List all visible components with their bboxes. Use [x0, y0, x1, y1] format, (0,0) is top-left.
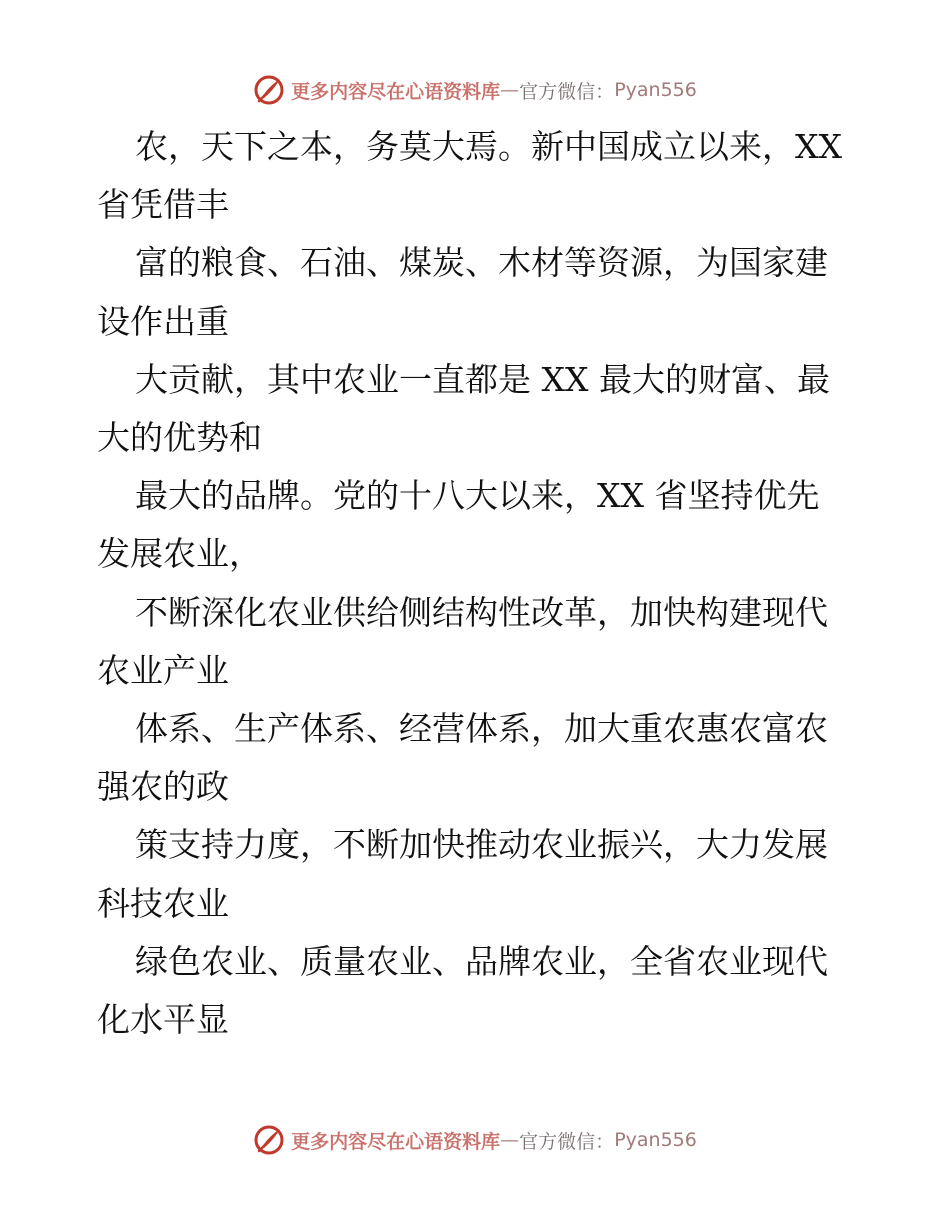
feather-seal-icon	[253, 74, 285, 106]
body-text	[97, 118, 857, 1049]
text-line: 富的粮食、石油、煤炭、木材等资源，为国家建	[135, 243, 828, 283]
banner-dash: —	[500, 1129, 520, 1151]
text-line: 发展农业，	[97, 534, 262, 574]
text-line: 最大的品牌。党的十八大以来，XX 省坚持优先	[135, 476, 820, 516]
banner-wechat-id: Pyan556	[614, 1129, 697, 1151]
banner-official-label: 官方微信：	[519, 80, 615, 103]
text-line: 大的优势和	[97, 418, 262, 458]
text-line: 不断深化农业供给侧结构性改革，加快构建现代	[135, 592, 828, 632]
text-line: 绿色农业、质量农业、品牌农业，全省农业现代	[135, 941, 828, 981]
banner-wechat-id: Pyan556	[614, 79, 697, 101]
text-line: 化水平显	[97, 1000, 229, 1040]
text-line: 科技农业	[97, 883, 229, 923]
text-line: 强农的政	[97, 767, 229, 807]
text-line: 省凭借丰	[97, 185, 229, 225]
text-line: 设作出重	[97, 301, 229, 341]
banner-dash: —	[500, 79, 520, 101]
text-line: 策支持力度，不断加快推动农业振兴，大力发展	[135, 825, 828, 865]
feather-seal-icon	[253, 1124, 285, 1156]
banner-library-text: 更多内容尽在心语资料库	[291, 80, 501, 103]
text-line: 体系、生产体系、经营体系，加大重农惠农富农	[135, 709, 828, 749]
text-line: 农业产业	[97, 650, 229, 690]
text-line: 农，天下之本，务莫大焉。新中国成立以来，XX	[135, 127, 842, 166]
text-line: 大贡献，其中农业一直都是 XX 最大的财富、最	[135, 359, 830, 399]
banner-official-label: 官方微信：	[519, 1130, 615, 1153]
banner-library-text: 更多内容尽在心语资料库	[291, 1130, 501, 1153]
footer-watermark	[0, 1120, 950, 1160]
header-watermark	[0, 70, 950, 110]
